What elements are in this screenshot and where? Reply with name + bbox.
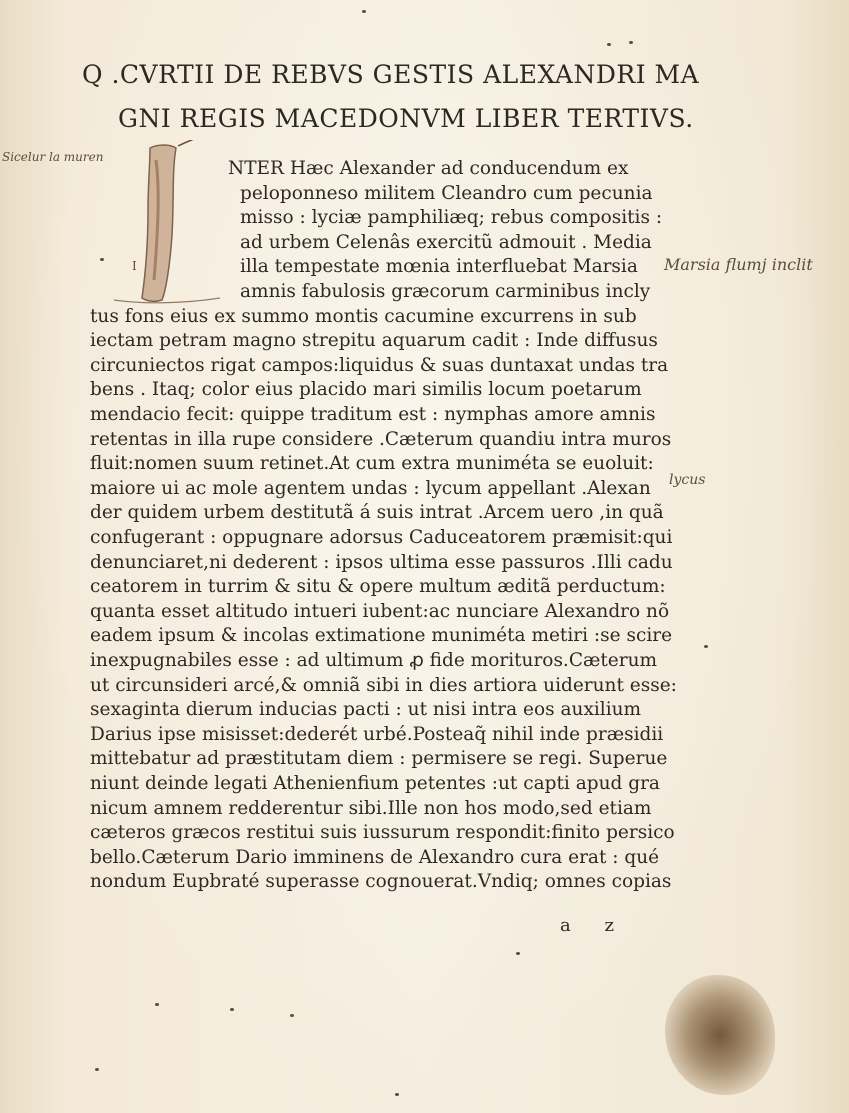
ink-speck	[230, 1008, 234, 1011]
text-line: iectam petram magno strepitu aquarum cadit : Inde diffusus	[90, 330, 658, 351]
ink-speck	[95, 1068, 99, 1071]
margin-note-top-left: Sicelur la muren	[2, 150, 104, 164]
ink-speck	[629, 41, 633, 44]
text-line: fluit:nomen suum retinet.At cum extra muniméta se euoluit:	[90, 453, 654, 474]
initial-letter-glyph: I	[132, 259, 137, 273]
text-line: bens . Itaq; color eius placido mari similis locum poetarum	[90, 379, 642, 400]
text-line: tus fons eius ex summo montis cacumine excurrens in sub	[90, 306, 637, 327]
text-line: niunt deinde legati Athenienfium petentes :ut capti apud gra	[90, 773, 660, 794]
illuminated-initial	[112, 140, 222, 305]
text-line: Darius ipse misisset:dederét urbé.Posteaq̃ nihil inde præsidii	[90, 724, 664, 745]
title-line-1: Q .CVRTII DE REBVS GESTIS ALEXANDRI MA	[82, 60, 700, 89]
text-line: misso : lyciæ pamphiliæq; rebus compositis :	[240, 207, 663, 228]
ink-speck	[516, 952, 520, 955]
text-line: inexpugnabiles esse : ad ultimum ꝓ fide morituros.Cæterum	[90, 650, 658, 671]
text-line: peloponneso militem Cleandro cum pecunia	[240, 183, 653, 204]
text-line: ceatorem in turrim & situ & opere multum æditã perductum:	[90, 576, 666, 597]
text-line: sexaginta dierum inducias pacti : ut nisi intra eos auxilium	[90, 699, 642, 720]
text-line: ut circunsideri arcé,& omniã sibi in dies artiora uiderunt esse:	[90, 675, 677, 696]
text-line: maiore ui ac mole agentem undas : lycum appellant .Alexan	[90, 478, 651, 499]
text-line: NTER Hæc Alexander ad conducendum ex	[228, 158, 629, 179]
text-line: eadem ipsum & incolas extimatione muniméta metiri :se scire	[90, 625, 673, 646]
ink-speck	[704, 645, 708, 648]
ink-speck	[362, 10, 366, 13]
text-line: mittebatur ad præstitutam diem : permisere se regi. Superue	[90, 748, 668, 769]
text-line: amnis fabulosis græcorum carminibus incly	[240, 281, 651, 302]
text-line: illa tempestate mœnia interfluebat Marsia	[240, 256, 638, 277]
margin-note-right-2: lycus	[669, 472, 706, 488]
text-line: circuniectos rigat campos:liquidus & suas duntaxat undas tra	[90, 355, 669, 376]
title-line-2: GNI REGIS MACEDONVM LIBER TERTIVS.	[118, 104, 694, 133]
stain-mark	[665, 975, 775, 1095]
margin-note-right-1: Marsia flumj inclit	[664, 255, 813, 274]
text-line: quanta esset altitudo intueri iubent:ac nunciare Alexandro nõ	[90, 601, 670, 622]
text-line: retentas in illa rupe considere .Cæterum quandiu intra muros	[90, 429, 672, 450]
ink-speck	[100, 258, 104, 261]
text-line: cæteros græcos restitui suis iussurum respondit:finito persico	[90, 822, 675, 843]
text-line: nondum Eupbraté superasse cognouerat.Vndiq; omnes copias	[90, 871, 672, 892]
text-line: mendacio fecit: quippe traditum est : nymphas amore amnis	[90, 404, 656, 425]
text-line: nicum amnem redderentur sibi.Ille non hos modo,sed etiam	[90, 798, 652, 819]
signature-mark: a z	[560, 915, 628, 936]
text-line: bello.Cæterum Dario imminens de Alexandro cura erat : qué	[90, 847, 660, 868]
text-line: confugerant : oppugnare adorsus Caduceatorem præmisit:qui	[90, 527, 673, 548]
text-line: der quidem urbem destitutã á suis intrat .Arcem uero ,in quã	[90, 502, 664, 523]
ink-speck	[395, 1093, 399, 1096]
ink-speck	[155, 1003, 159, 1006]
text-line: denunciaret,ni dederent : ipsos ultima esse passuros .Illi cadu	[90, 552, 673, 573]
ink-speck	[290, 1014, 294, 1017]
ink-speck	[607, 43, 611, 46]
text-line: ad urbem Celenâs exercitũ admouit . Media	[240, 232, 652, 253]
